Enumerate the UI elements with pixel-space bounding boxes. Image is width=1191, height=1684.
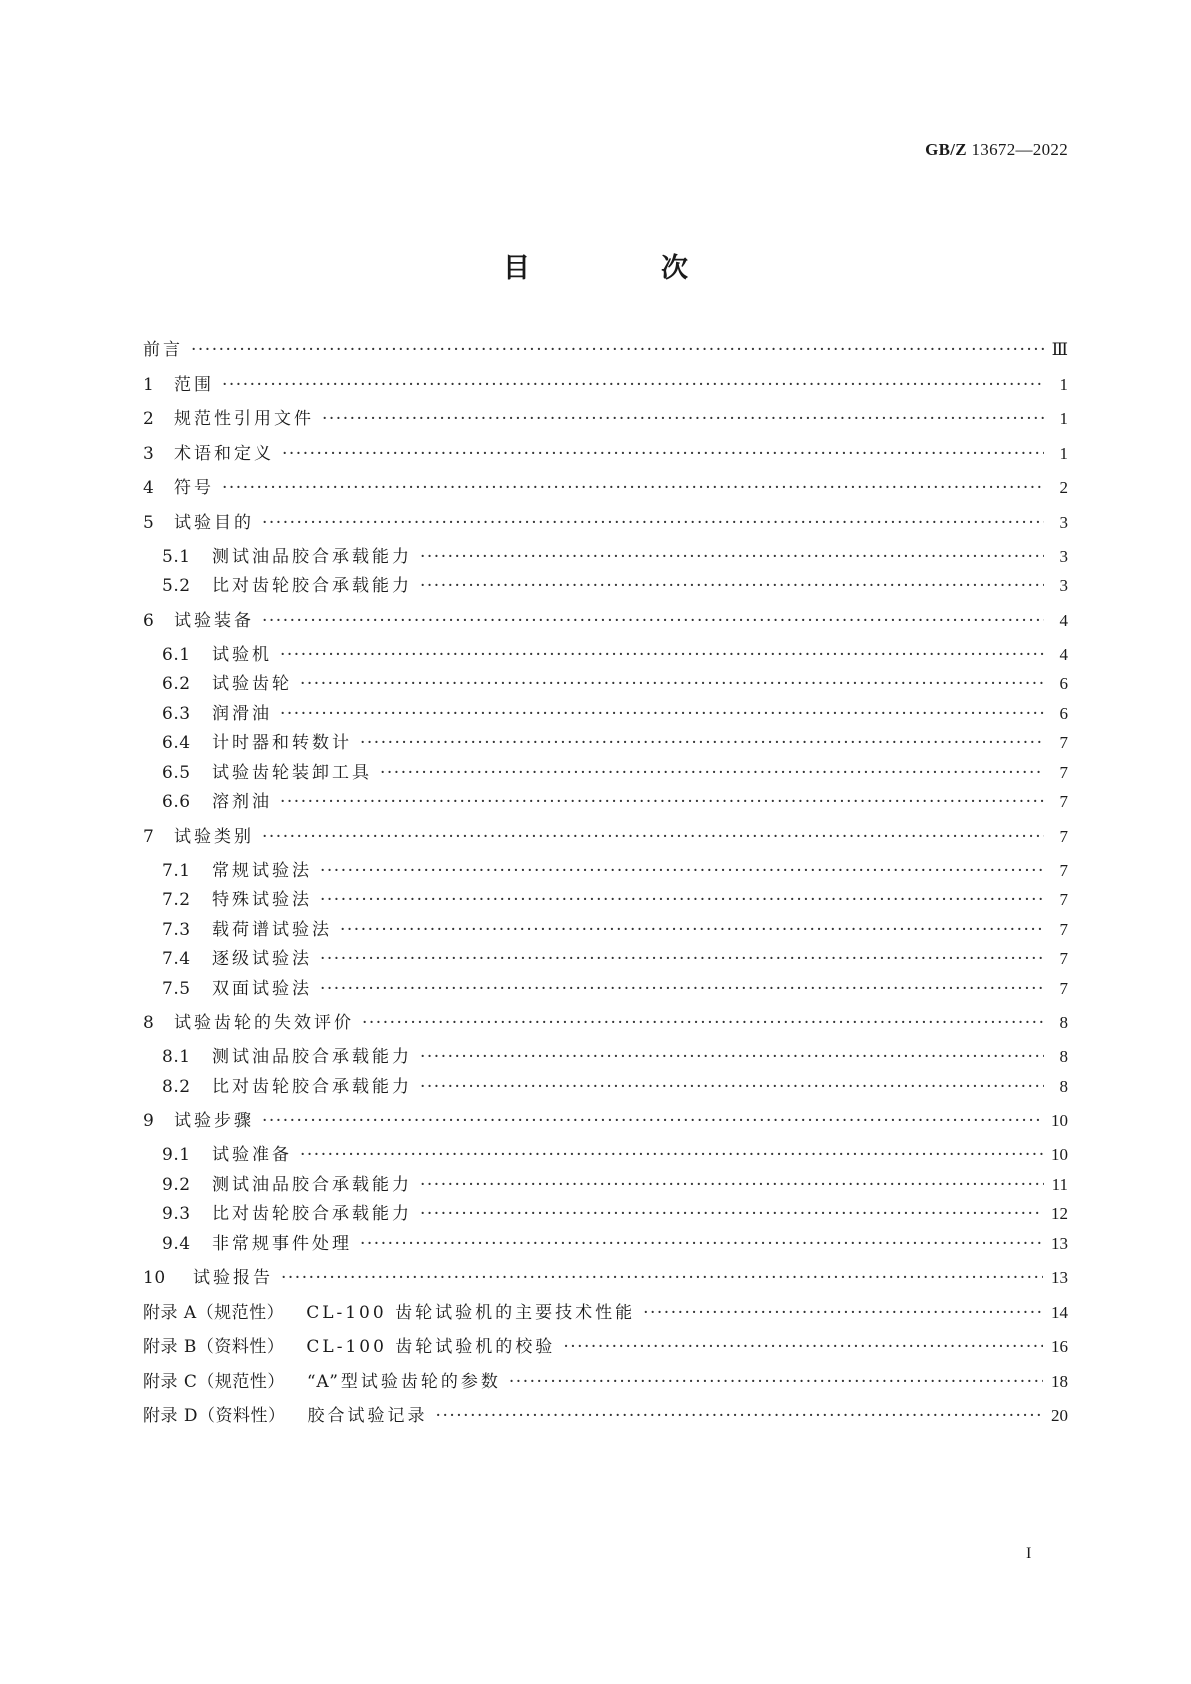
toc-entry[interactable] <box>143 1335 1068 1359</box>
toc-entry-number: 附录 C（规范性） <box>143 1371 285 1392</box>
toc-entry-page: 8 <box>1059 1047 1068 1066</box>
toc-entry-number: 7.4 <box>162 949 191 969</box>
toc-entry-number: 5 <box>143 512 155 533</box>
toc-entry-page: 6 <box>1059 674 1068 693</box>
toc-entry-label: 试验报告 <box>193 1268 273 1288</box>
toc-entry-number: 9.2 <box>162 1174 191 1195</box>
toc-entry[interactable] <box>143 731 1068 755</box>
toc-entry-label: 非常规事件处理 <box>212 1233 352 1254</box>
toc-entry-label: 试验步骤 <box>174 1111 254 1131</box>
toc-entry-label: 比对齿轮胶合承载能力 <box>212 1076 412 1097</box>
toc-entry-page: 10 <box>1051 1111 1068 1130</box>
dot-leader <box>262 825 1044 849</box>
dot-leader <box>509 1370 1043 1394</box>
toc-entry[interactable] <box>143 1143 1068 1167</box>
toc-entry-page: 20 <box>1051 1406 1068 1425</box>
dot-leader <box>380 761 1044 785</box>
toc-entry-page: 7 <box>1059 978 1068 998</box>
toc-entry[interactable] <box>143 1404 1068 1428</box>
toc-entry-page: 14 <box>1051 1302 1068 1322</box>
toc-entry[interactable] <box>143 672 1068 696</box>
toc-entry-page: 1 <box>1059 443 1068 463</box>
toc-entry-number: 6.5 <box>162 762 191 783</box>
toc-entry-number: 附录 A（规范性） <box>143 1302 285 1323</box>
toc-entry-page: 7 <box>1059 826 1068 846</box>
toc-entry-label: “A”型试验齿轮的参数 <box>306 1371 501 1392</box>
toc-entry-number: 7.3 <box>162 919 191 940</box>
toc-entry[interactable] <box>143 476 1068 500</box>
toc-entry-page: 7 <box>1059 762 1068 782</box>
dot-leader <box>222 476 1044 500</box>
toc-entry-label: 计时器和转数计 <box>212 733 352 753</box>
toc-entry-label: 符号 <box>174 478 214 498</box>
toc-entry-page: 8 <box>1059 1076 1068 1096</box>
dot-leader <box>320 859 1044 883</box>
toc-entry-page: 13 <box>1051 1233 1068 1253</box>
toc-entry-label: 比对齿轮胶合承载能力 <box>212 1204 412 1224</box>
toc-entry[interactable] <box>143 1202 1068 1226</box>
toc-entry-page: 10 <box>1051 1145 1068 1164</box>
toc-entry-label: 试验准备 <box>212 1145 292 1165</box>
toc-entry-page: 7 <box>1059 733 1068 752</box>
toc-entry-label: 范围 <box>174 374 214 395</box>
toc-entry[interactable] <box>143 859 1068 883</box>
standard-code <box>925 140 1068 160</box>
toc-entry[interactable] <box>143 825 1068 849</box>
toc-entry-label: 试验类别 <box>174 826 254 847</box>
toc-entry-number: 6.3 <box>162 703 191 724</box>
toc-entry[interactable] <box>143 609 1068 633</box>
toc-entry-page: 7 <box>1059 890 1068 909</box>
dot-leader <box>360 731 1044 755</box>
toc-entry[interactable] <box>143 407 1068 431</box>
toc-entry[interactable] <box>143 442 1068 466</box>
toc-entry[interactable] <box>143 373 1068 397</box>
dot-leader <box>300 672 1044 696</box>
dot-leader <box>281 1266 1043 1290</box>
toc-entry[interactable] <box>143 947 1068 971</box>
page-title: 目 次 <box>503 253 740 284</box>
toc-entry-number: 2 <box>143 409 155 429</box>
toc-entry-label: 前言 <box>143 340 183 360</box>
toc-entry-page: 13 <box>1051 1268 1068 1287</box>
toc-entry-label: 试验齿轮装卸工具 <box>212 762 372 783</box>
toc-entry[interactable] <box>143 761 1068 785</box>
dot-leader <box>320 947 1044 971</box>
toc-entry-label: 特殊试验法 <box>212 890 312 910</box>
toc-entry-label: 试验齿轮的失效评价 <box>174 1013 354 1033</box>
toc-entry-number: 6.1 <box>162 644 191 665</box>
toc-entry-page: 7 <box>1059 860 1068 880</box>
toc-entry-number: 6.4 <box>162 733 191 753</box>
toc-entry-number: 3 <box>143 443 155 464</box>
toc-entry-page: 3 <box>1059 576 1068 595</box>
dot-leader <box>420 1045 1044 1069</box>
standard-number: 13672—2022 <box>971 140 1068 159</box>
page-number: I <box>1026 1545 1032 1562</box>
toc-entry-page: 11 <box>1051 1174 1068 1194</box>
dot-leader <box>280 790 1044 814</box>
dot-leader <box>322 407 1044 431</box>
toc-entry-number: 8.2 <box>162 1076 191 1097</box>
dot-leader <box>420 1075 1044 1099</box>
toc-entry-label: 试验机 <box>212 644 272 665</box>
toc-entry-page: 4 <box>1059 610 1068 630</box>
toc-entry-page: 16 <box>1051 1337 1068 1356</box>
toc-entry-number: 9 <box>143 1111 155 1131</box>
toc-entry-label: CL-100 齿轮试验机的主要技术性能 <box>306 1302 636 1323</box>
toc-entry[interactable] <box>143 545 1068 569</box>
dot-leader <box>300 1143 1043 1167</box>
toc-entry-number: 7.1 <box>162 860 191 881</box>
toc-entry-page: 18 <box>1051 1371 1068 1391</box>
dot-leader <box>420 574 1044 598</box>
toc-entry-page: 7 <box>1059 949 1068 968</box>
toc-entry-label: 逐级试验法 <box>212 949 312 969</box>
dot-leader <box>420 1173 1044 1197</box>
toc-entry-number: 8 <box>143 1013 155 1033</box>
toc-entry[interactable] <box>143 702 1068 726</box>
toc-entry-page: Ⅲ <box>1051 340 1068 359</box>
toc-entry-label: 术语和定义 <box>174 443 274 464</box>
dot-leader <box>360 1232 1043 1256</box>
toc-entry-label: 溶剂油 <box>212 792 272 812</box>
toc-entry-number: 7.2 <box>162 890 191 910</box>
toc-entry[interactable] <box>143 643 1068 667</box>
toc-entry-label: 试验目的 <box>174 512 254 533</box>
toc-entry-page: 6 <box>1059 703 1068 723</box>
toc-entry[interactable] <box>143 1011 1068 1035</box>
toc-entry[interactable] <box>143 1075 1068 1099</box>
toc-entry-label: 比对齿轮胶合承载能力 <box>212 576 412 596</box>
dot-leader <box>436 1404 1043 1428</box>
dot-leader <box>320 977 1044 1001</box>
dot-leader <box>320 888 1044 912</box>
toc-entry-number: 1 <box>143 374 155 395</box>
dot-leader <box>262 511 1044 535</box>
toc-entry[interactable] <box>143 511 1068 535</box>
toc-entry-label: CL-100 齿轮试验机的校验 <box>306 1337 556 1357</box>
toc-entry-number: 6.6 <box>162 792 191 812</box>
toc-entry-number: 附录 B（资料性） <box>143 1337 285 1357</box>
toc-entry-page: 3 <box>1059 546 1068 566</box>
toc-entry-label: 测试油品胶合承载能力 <box>212 1047 412 1067</box>
toc-entry-page: 7 <box>1059 792 1068 811</box>
dot-leader <box>222 373 1044 397</box>
dot-leader <box>362 1011 1044 1035</box>
toc-entry-number: 5.2 <box>162 576 191 596</box>
toc-entry-page: 12 <box>1051 1204 1068 1223</box>
toc-entry[interactable] <box>143 1370 1068 1394</box>
toc-entry-number: 10 <box>143 1268 166 1288</box>
toc-entry-label: 测试油品胶合承载能力 <box>212 1174 412 1195</box>
toc-entry-number: 9.3 <box>162 1204 191 1224</box>
toc-entry[interactable] <box>143 977 1068 1001</box>
toc-entry-label: 润滑油 <box>212 703 272 724</box>
toc-entry[interactable] <box>143 574 1068 598</box>
toc-entry[interactable] <box>143 918 1068 942</box>
toc-entry-number: 7.5 <box>162 978 191 999</box>
dot-leader <box>420 1202 1043 1226</box>
toc-entry[interactable] <box>143 1232 1068 1256</box>
toc-entry-page: 2 <box>1059 478 1068 497</box>
toc-entry-number: 6 <box>143 610 155 631</box>
toc-entry-page: 8 <box>1059 1013 1068 1032</box>
toc-entry[interactable] <box>143 338 1068 362</box>
toc-entry-label: 试验装备 <box>174 610 254 631</box>
dot-leader <box>420 545 1044 569</box>
toc-entry-label: 常规试验法 <box>212 860 312 881</box>
toc-entry-label: 载荷谱试验法 <box>212 919 332 940</box>
toc-entry-page: 1 <box>1059 374 1068 394</box>
toc-entry[interactable] <box>143 1109 1068 1133</box>
toc-entry-number: 7 <box>143 826 155 847</box>
toc-entry-page: 3 <box>1059 512 1068 532</box>
toc-entry[interactable] <box>143 790 1068 814</box>
toc-entry-label: 双面试验法 <box>212 978 312 999</box>
toc-entry-number: 9.1 <box>162 1145 191 1165</box>
toc-entry-number: 8.1 <box>162 1047 191 1067</box>
dot-leader <box>280 643 1044 667</box>
dot-leader <box>262 1109 1043 1133</box>
toc-entry[interactable] <box>143 1266 1068 1290</box>
toc-entry[interactable] <box>143 888 1068 912</box>
dot-leader <box>563 1335 1043 1359</box>
dot-leader <box>191 338 1044 362</box>
toc-entry-number: 4 <box>143 478 155 498</box>
dot-leader <box>282 442 1044 466</box>
toc-entry-number: 附录 D（资料性） <box>143 1406 286 1426</box>
dot-leader <box>280 702 1044 726</box>
toc-entry-page: 4 <box>1059 644 1068 664</box>
toc-entry-number: 6.2 <box>162 674 191 694</box>
toc-entry-label: 试验齿轮 <box>212 674 292 694</box>
standard-prefix: GB/Z <box>925 140 967 159</box>
toc-entry-label: 规范性引用文件 <box>174 409 314 429</box>
dot-leader <box>340 918 1044 942</box>
toc-entry-page: 1 <box>1059 409 1068 428</box>
toc-entry-label: 测试油品胶合承载能力 <box>212 546 412 567</box>
toc-entry[interactable] <box>143 1173 1068 1197</box>
toc-entry[interactable] <box>143 1301 1068 1325</box>
toc-entry-page: 7 <box>1059 919 1068 939</box>
dot-leader <box>262 609 1044 633</box>
toc-entry[interactable] <box>143 1045 1068 1069</box>
toc-entry-number: 5.1 <box>162 546 191 567</box>
toc-entry-label: 胶合试验记录 <box>307 1406 428 1426</box>
dot-leader <box>643 1301 1043 1325</box>
toc-entry-number: 9.4 <box>162 1233 191 1254</box>
